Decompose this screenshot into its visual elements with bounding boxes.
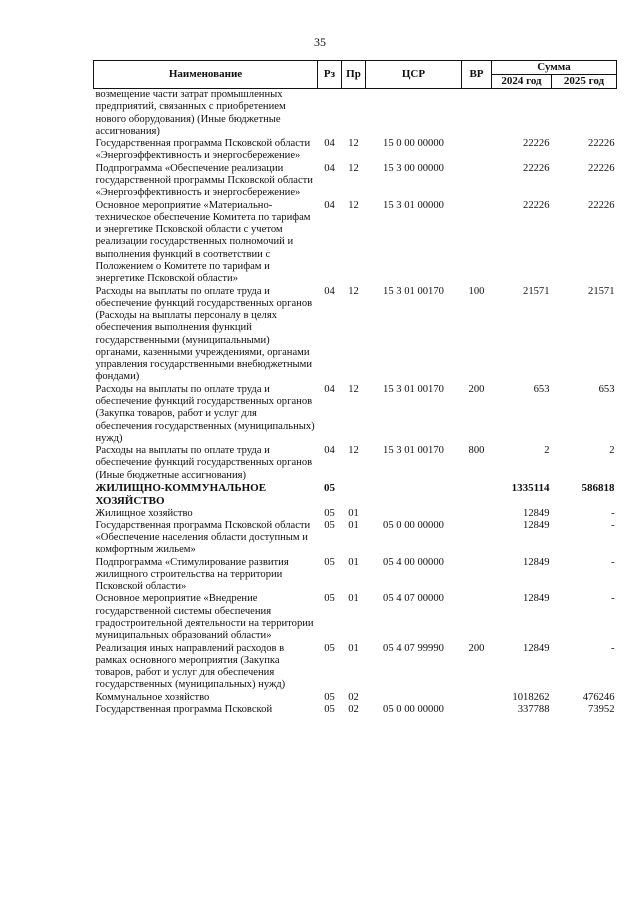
row-name: Жилищное хозяйство (95, 507, 193, 519)
row-vr (462, 593, 492, 642)
row-name: возмещение части затрат промышленных предприятий, связанных с приобретением нового оборудования) (Иные бюджетные ассигнования) (95, 89, 286, 137)
row-sum-2024: 2 (544, 445, 550, 457)
table-row (94, 643, 617, 692)
row-vr (462, 704, 492, 716)
row-pr: 12 (348, 383, 359, 395)
row-vr: 100 (468, 285, 485, 297)
row-vr (462, 89, 492, 139)
row-sum-2024: 22226 (523, 138, 550, 150)
row-name: Подпрограмма «Обеспечение реализации государственной программы Псковской области «Энергоэффективность и энергосбережение» (95, 162, 313, 199)
row-rz: 05 (324, 704, 335, 715)
header-rz: Рз (318, 61, 342, 89)
row-name: Расходы на выплаты по оплате труда и обеспечение функций государственных органов (Расходы на выплаты персоналу в целях обеспечения выполнения функций государственными (муниципальными) органами, казенными учреждениями, органами управления государственными внебюджетными фондами) (95, 285, 313, 383)
table-header (94, 61, 617, 89)
row-rz: 05 (324, 642, 335, 654)
row-csr: 15 3 01 00170 (383, 285, 444, 297)
row-pr: 12 (348, 285, 359, 297)
row-name: Основное мероприятие «Внедрение государственной системы обеспечения градостроительной деятельности на территории муниципальных образований области» (95, 593, 314, 642)
row-name: Расходы на выплаты по оплате труда и обеспечение функций государственных органов (Иные бюджетные ассигнования) (95, 445, 313, 481)
row-csr: 05 0 00 00000 (383, 519, 444, 531)
row-pr: 01 (348, 556, 359, 568)
row-rz: 05 (324, 507, 335, 519)
row-pr: 12 (348, 162, 359, 174)
row-vr: 200 (468, 383, 485, 395)
row-sum-2024: 22226 (523, 199, 550, 211)
table-row (94, 286, 617, 384)
row-sum-2025: - (610, 556, 615, 568)
row-rz (318, 89, 342, 139)
header-csr: ЦСР (366, 61, 462, 89)
table-row (94, 384, 617, 445)
row-rz: 05 (324, 482, 335, 494)
budget-table (93, 60, 617, 716)
row-vr: 800 (468, 445, 485, 457)
table-row (94, 704, 617, 716)
row-sum-2025: - (610, 593, 615, 605)
table-row (94, 692, 617, 704)
row-name: Основное мероприятие «Материально-техническое обеспечение Комитета по тарифам и энергетике Псковской области с учетом реализации государственных полномочий и выполнения функций в соответствии с Положением о Комитете по тарифам и энергетике Псковской области» (95, 199, 311, 285)
row-pr: 01 (348, 642, 359, 654)
row-rz: 04 (324, 199, 335, 211)
row-sum-2025: - (610, 507, 615, 519)
row-csr: 15 3 00 00000 (383, 162, 444, 174)
row-pr (342, 89, 366, 139)
row-csr (366, 508, 462, 520)
row-vr (462, 200, 492, 286)
row-vr: 200 (468, 642, 485, 654)
row-sum-2024: 12849 (523, 642, 550, 654)
header-name: Наименование (94, 61, 318, 89)
table-row (94, 445, 617, 482)
row-vr (462, 138, 492, 163)
row-csr: 15 3 01 00170 (383, 445, 444, 457)
row-rz: 05 (324, 519, 335, 531)
row-name: Государственная программа Псковской области «Энергоэффективность и энергосбережение» (95, 138, 311, 162)
row-sum-2025 (552, 89, 617, 139)
row-name: Реализация иных направлений расходов в рамках основного мероприятия (Закупка товаров, работ и услуг для обеспечения государственных (муниципальных) нужд) (95, 642, 286, 691)
row-rz: 04 (324, 445, 335, 457)
row-rz: 04 (324, 383, 335, 395)
row-csr: 05 0 00 00000 (383, 704, 444, 715)
header-year-2025: 2025 год (552, 75, 617, 89)
row-sum-2024: 1335114 (511, 482, 550, 494)
row-sum-2025: 21571 (588, 285, 615, 297)
row-csr: 05 4 07 00000 (383, 593, 444, 605)
row-csr: 15 0 00 00000 (383, 138, 444, 150)
row-csr (366, 482, 462, 508)
header-vr: ВР (462, 61, 492, 89)
row-sum-2024 (492, 89, 552, 139)
row-pr: 12 (348, 138, 359, 150)
row-vr (462, 482, 492, 508)
row-sum-2025: 586818 (581, 482, 615, 494)
row-csr: 05 4 07 99990 (383, 642, 444, 654)
page-number: 35 (314, 35, 326, 49)
row-pr: 12 (348, 199, 359, 211)
row-name: Государственная программа Псковской (95, 704, 273, 715)
row-vr (462, 508, 492, 520)
header-sum: Сумма (492, 61, 617, 75)
row-sum-2024: 12849 (523, 593, 550, 605)
row-sum-2025: 476246 (582, 691, 615, 703)
table-row (94, 557, 617, 594)
row-sum-2025: 73952 (588, 704, 615, 715)
row-vr (462, 520, 492, 557)
row-sum-2025: 653 (598, 383, 615, 395)
row-csr (366, 692, 462, 704)
row-sum-2024: 12849 (523, 519, 550, 531)
table-body (94, 89, 617, 717)
row-pr (342, 482, 366, 508)
row-sum-2024: 1018262 (512, 691, 550, 703)
row-pr: 02 (348, 704, 359, 715)
row-sum-2025: - (610, 519, 615, 531)
table-row (94, 520, 617, 557)
table-row (94, 200, 617, 286)
table-row (94, 508, 617, 520)
header-year-2024: 2024 год (492, 75, 552, 89)
row-pr: 12 (348, 445, 359, 457)
row-sum-2024: 337788 (517, 704, 550, 715)
row-name: Государственная программа Псковской области «Обеспечение населения области доступным и комфортным жильем» (95, 519, 311, 556)
table-row (94, 482, 617, 508)
row-sum-2024: 12849 (523, 556, 550, 568)
table-row (94, 138, 617, 163)
row-rz: 04 (324, 162, 335, 174)
table-row (94, 163, 617, 200)
row-csr (366, 89, 462, 139)
row-rz: 05 (324, 593, 335, 605)
row-rz: 05 (324, 556, 335, 568)
table-row (94, 593, 617, 642)
row-sum-2024: 21571 (523, 285, 550, 297)
row-pr: 02 (348, 691, 359, 703)
row-sum-2025: 22226 (588, 162, 615, 174)
row-pr: 01 (348, 593, 359, 605)
row-csr: 05 4 00 00000 (383, 556, 444, 568)
row-sum-2025: 2 (609, 445, 615, 457)
row-vr (462, 163, 492, 200)
row-name: Коммунальное хозяйство (95, 691, 210, 703)
row-name: Подпрограмма «Стимулирование развития жилищного строительства на территории Псковской области» (95, 556, 289, 593)
table-row (94, 89, 617, 139)
row-pr: 01 (348, 507, 359, 519)
row-sum-2024: 12849 (523, 507, 550, 519)
row-sum-2024: 22226 (523, 162, 550, 174)
row-rz: 04 (324, 138, 335, 150)
row-name: ЖИЛИЩНО-КОММУНАЛЬНОЕ ХОЗЯЙСТВО (95, 482, 267, 507)
row-rz: 05 (324, 691, 335, 703)
row-rz: 04 (324, 285, 335, 297)
row-sum-2025: - (610, 642, 615, 654)
row-sum-2025: 22226 (588, 199, 615, 211)
row-csr: 15 3 01 00000 (383, 199, 444, 211)
row-pr: 01 (348, 519, 359, 531)
row-vr (462, 692, 492, 704)
row-name: Расходы на выплаты по оплате труда и обеспечение функций государственных органов (Закупка товаров, работ и услуг для обеспечения государственных (муниципальных) нужд) (95, 383, 315, 444)
row-sum-2024: 653 (533, 383, 550, 395)
row-csr: 15 3 01 00170 (383, 383, 444, 395)
row-vr (462, 557, 492, 594)
header-pr: Пр (342, 61, 366, 89)
row-sum-2025: 22226 (588, 138, 615, 150)
